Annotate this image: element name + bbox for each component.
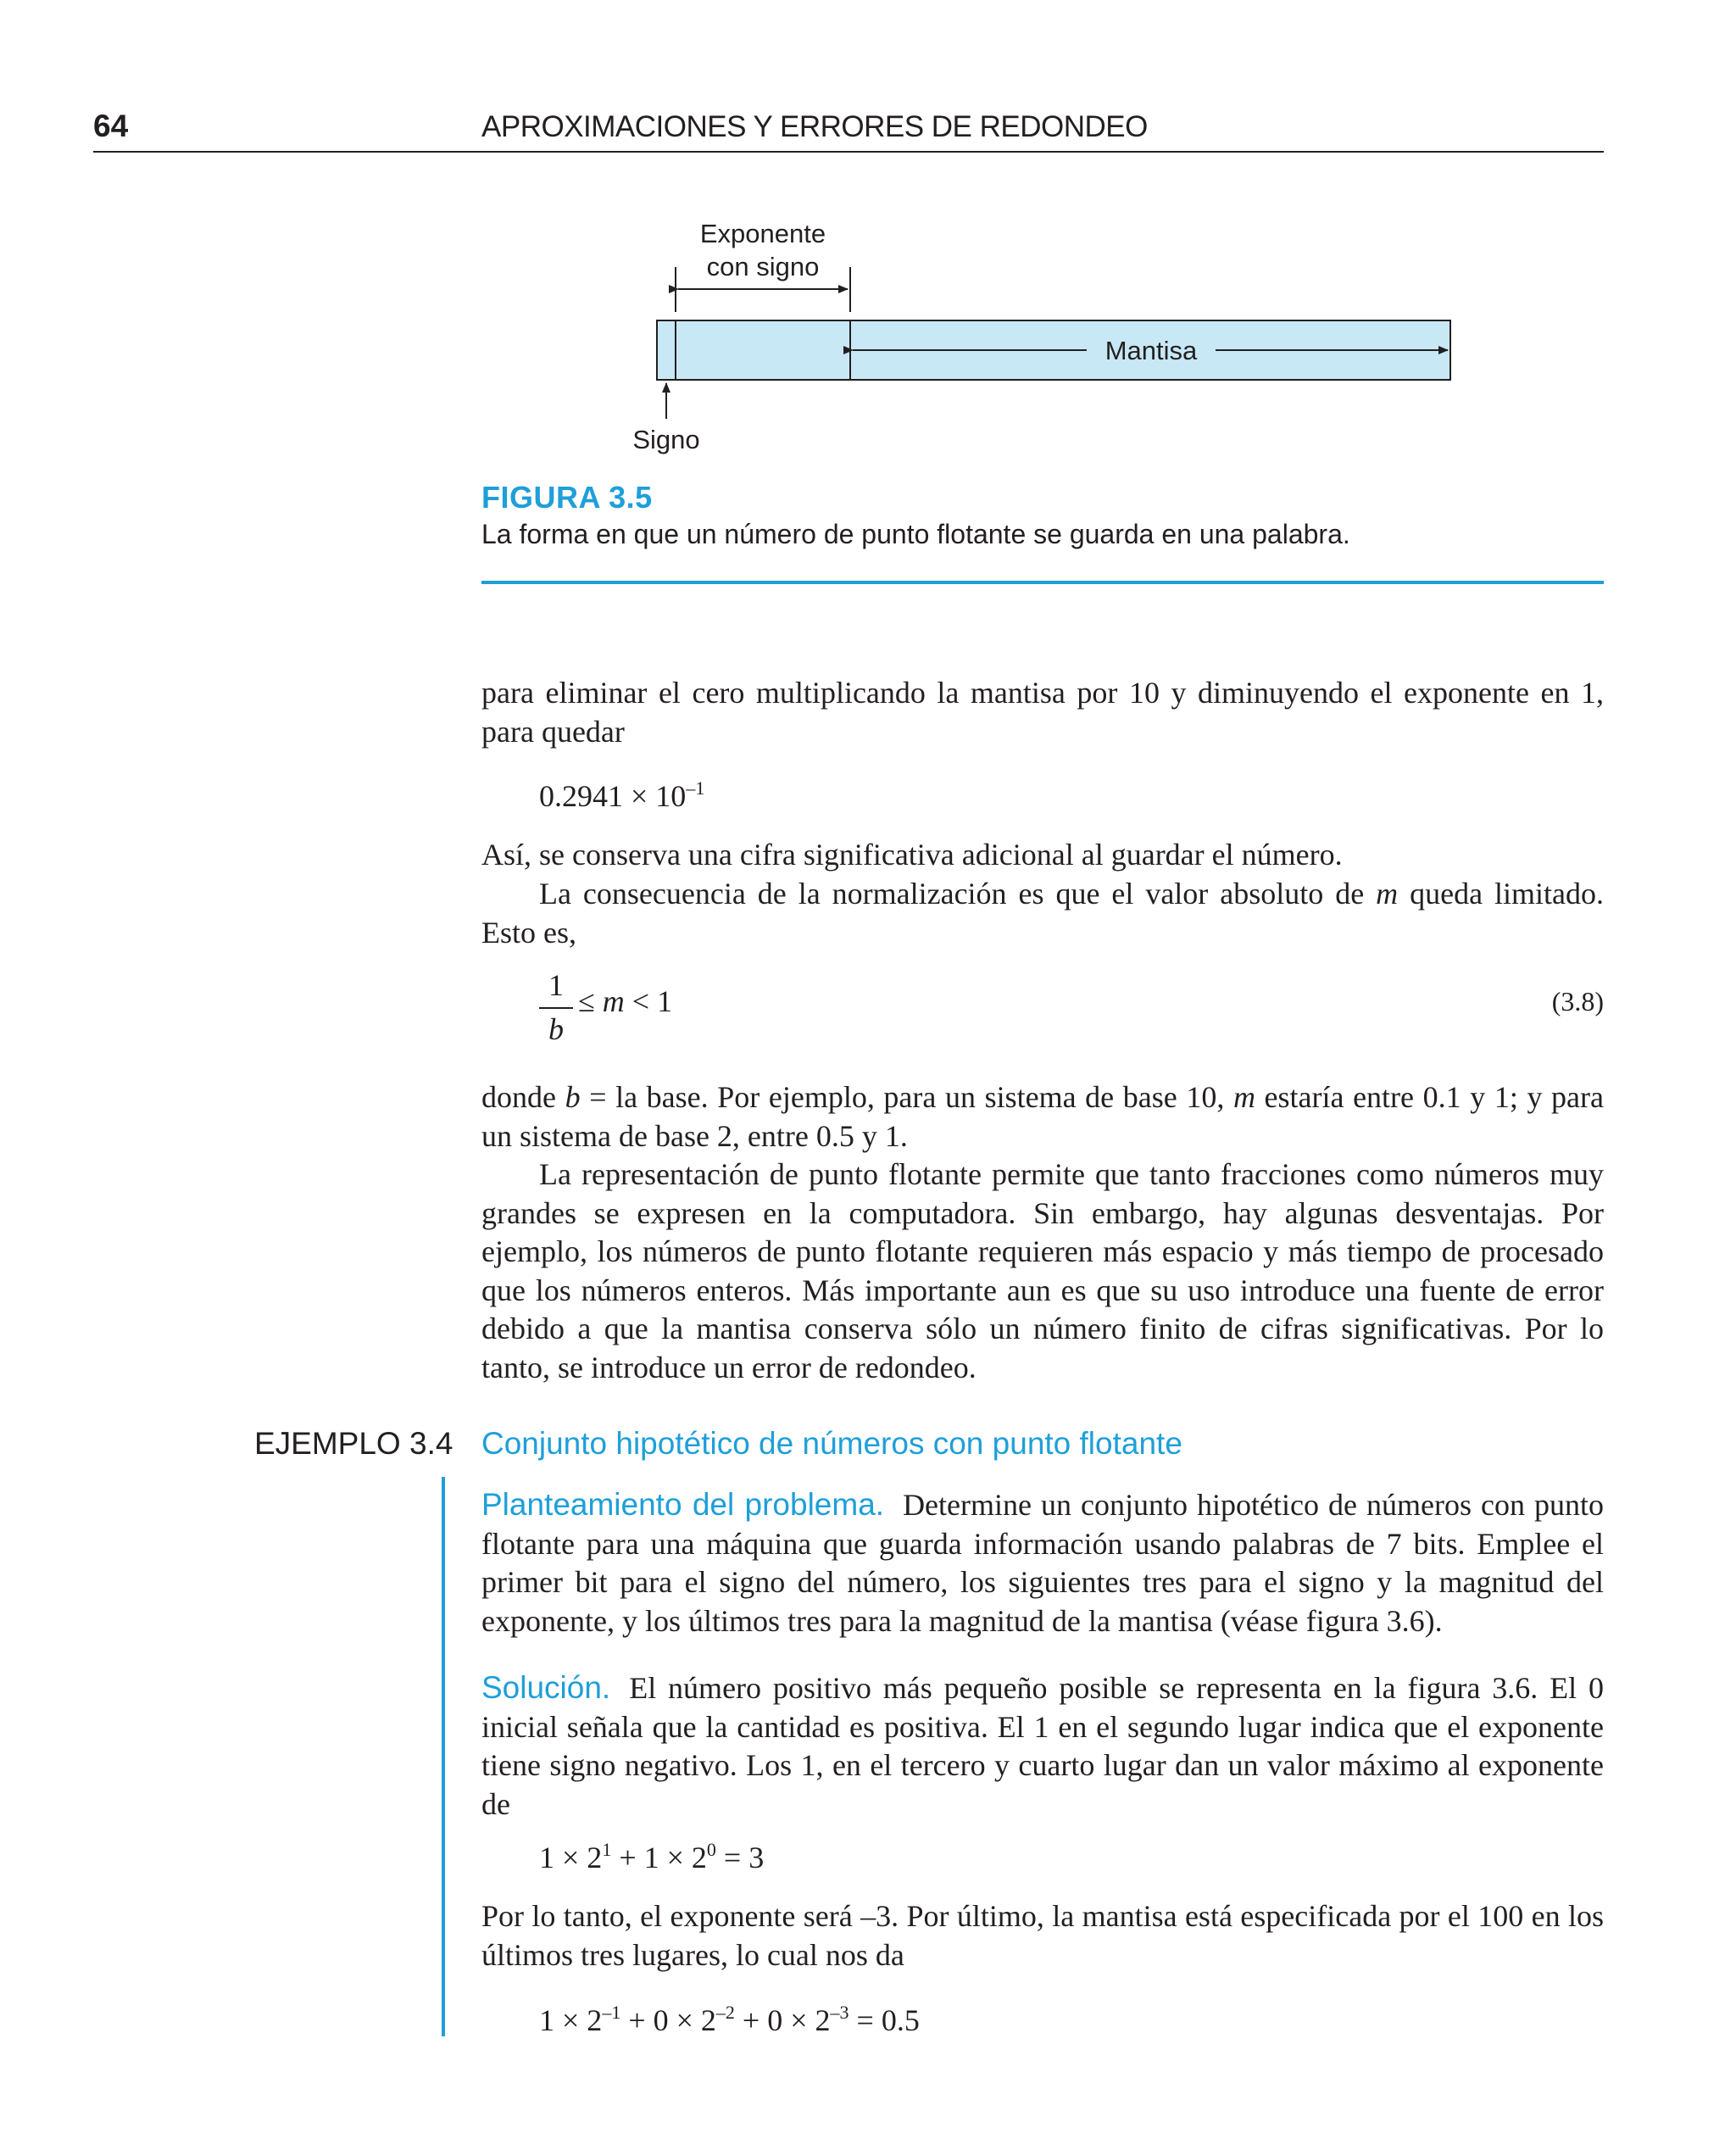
figure-caption bbox=[481, 480, 1609, 550]
base-variable-b: b bbox=[565, 1080, 581, 1114]
problem-lead: Planteamiento del problema. bbox=[481, 1487, 885, 1522]
equation-3-8-relation bbox=[578, 983, 672, 1019]
equation-normalized-base: 0.2941 × 10 bbox=[539, 779, 687, 813]
base-text-a: donde bbox=[481, 1080, 565, 1114]
fraction-denominator: b bbox=[548, 1012, 564, 1046]
equation-exponent-max bbox=[539, 1840, 764, 1875]
paragraph-base bbox=[481, 1078, 1604, 1156]
eq3-exp1: 1 bbox=[602, 1839, 612, 1860]
base-variable-m: m bbox=[1232, 1080, 1255, 1114]
sign-label: Signo bbox=[632, 425, 700, 454]
figure-number: FIGURA 3.5 bbox=[481, 480, 653, 515]
paragraph-normalization: para eliminar el cero multiplicando la mantisa por 10 y diminuyendo el exponente en 1, para quedar bbox=[481, 676, 1604, 749]
page-number: 64 bbox=[93, 109, 129, 143]
equation-normalized bbox=[539, 778, 704, 814]
exponent-label-line1: Exponente bbox=[699, 219, 826, 248]
eq3-term2: + 1 × 2 bbox=[611, 1841, 707, 1874]
eq4-term3: + 0 × 2 bbox=[734, 2003, 831, 2037]
fraction-numerator: 1 bbox=[548, 968, 564, 1002]
fraction-bar bbox=[539, 1007, 573, 1009]
eq3-exp2: 0 bbox=[706, 1839, 716, 1860]
figure-diagram bbox=[593, 203, 1492, 458]
example-title: Conjunto hipotético de números con punto flotante bbox=[481, 1426, 1182, 1461]
paragraph-extra-digit: Así, se conserva una cifra significativa adicional al guardar el número. bbox=[481, 838, 1343, 872]
eq4-result: = 0.5 bbox=[849, 2003, 920, 2037]
problem-text: Determine un conjunto hipotético de números con punto flotante para una máquina que guarda información usando palabras de 7 bits. Emplee el primer bit para el signo del número, los siguientes tres para el signo y la magnitud del exponente, y los últimos tres para la magnitud de la mantisa (véase figura 3.6). bbox=[481, 1488, 1605, 1638]
relation-rest: < 1 bbox=[624, 984, 673, 1018]
eq4-term1: 1 × 2 bbox=[539, 2003, 603, 2037]
relation-le: ≤ bbox=[578, 984, 603, 1018]
solution-lead: Solución. bbox=[481, 1670, 611, 1705]
eq3-result: = 3 bbox=[715, 1841, 765, 1874]
eq4-exp1: –1 bbox=[602, 2002, 621, 2023]
base-text-c: estaría entre 0.1 y 1; y para un sistema de base 2, entre 0.5 y 1. bbox=[481, 1080, 1604, 1153]
eq4-exp2: –2 bbox=[715, 2002, 735, 2023]
equation-normalized-exponent: –1 bbox=[686, 777, 705, 799]
equation-mantissa bbox=[539, 2002, 920, 2038]
eq3-term1: 1 × 2 bbox=[539, 1841, 603, 1874]
problem-statement bbox=[481, 1485, 1604, 1640]
equation-3-8-fraction bbox=[539, 966, 573, 1048]
consequence-variable-m: m bbox=[1376, 877, 1399, 911]
paragraph-mantissa-value: Por lo tanto, el exponente será –3. Por último, la mantisa está especificada por el 100 en los últimos tres lugares, lo cual nos da bbox=[481, 1899, 1604, 1972]
consequence-text-a: La consecuencia de la normalización es que el valor absoluto de bbox=[539, 877, 1377, 911]
consequence-text-b: queda limitado. Esto es, bbox=[481, 877, 1604, 950]
figure-rule bbox=[481, 581, 1604, 584]
header-rule bbox=[93, 151, 1604, 153]
running-title: APROXIMACIONES Y ERRORES DE REDONDEO bbox=[481, 110, 1148, 143]
solution-paragraph bbox=[481, 1668, 1604, 1824]
eq4-exp3: –3 bbox=[830, 2002, 849, 2023]
figure-caption-text: La forma en que un número de punto flotante se guarda en una palabra. bbox=[481, 519, 1350, 549]
example-rule bbox=[442, 1477, 445, 2036]
paragraph-floating-point: La representación de punto flotante permite que tanto fracciones como números muy grandes se expresen en la computadora. Sin embargo, hay algunas desventajas. Por ejemplo, los números de punto flotante requieren más espacio y más tiempo de procesado que los números enteros. Más importante aun es que su uso introduce una fuente de error debido a que la mantisa conserva sólo un número finito de cifras significativas. Por lo tanto, se introduce un error de redondeo. bbox=[481, 1157, 1604, 1384]
exponent-label-line2: con signo bbox=[706, 252, 820, 281]
equation-number: (3.8) bbox=[1551, 986, 1604, 1017]
eq4-term2: + 0 × 2 bbox=[620, 2003, 716, 2037]
paragraph-consequence bbox=[481, 875, 1604, 952]
mantissa-label: Mantisa bbox=[1104, 336, 1198, 365]
solution-text: El número positivo más pequeño posible se representa en la figura 3.6. El 0 inicial señala que la cantidad es positiva. El 1 en el segundo lugar indica que el exponente tiene signo negativo. Los 1, en el tercero y cuarto lugar dan un valor máximo al exponente de bbox=[481, 1671, 1604, 1821]
example-tag: EJEMPLO 3.4 bbox=[254, 1426, 453, 1461]
base-text-b: = la base. Por ejemplo, para un sistema de base 10, bbox=[580, 1080, 1233, 1114]
relation-variable-m: m bbox=[602, 984, 625, 1018]
